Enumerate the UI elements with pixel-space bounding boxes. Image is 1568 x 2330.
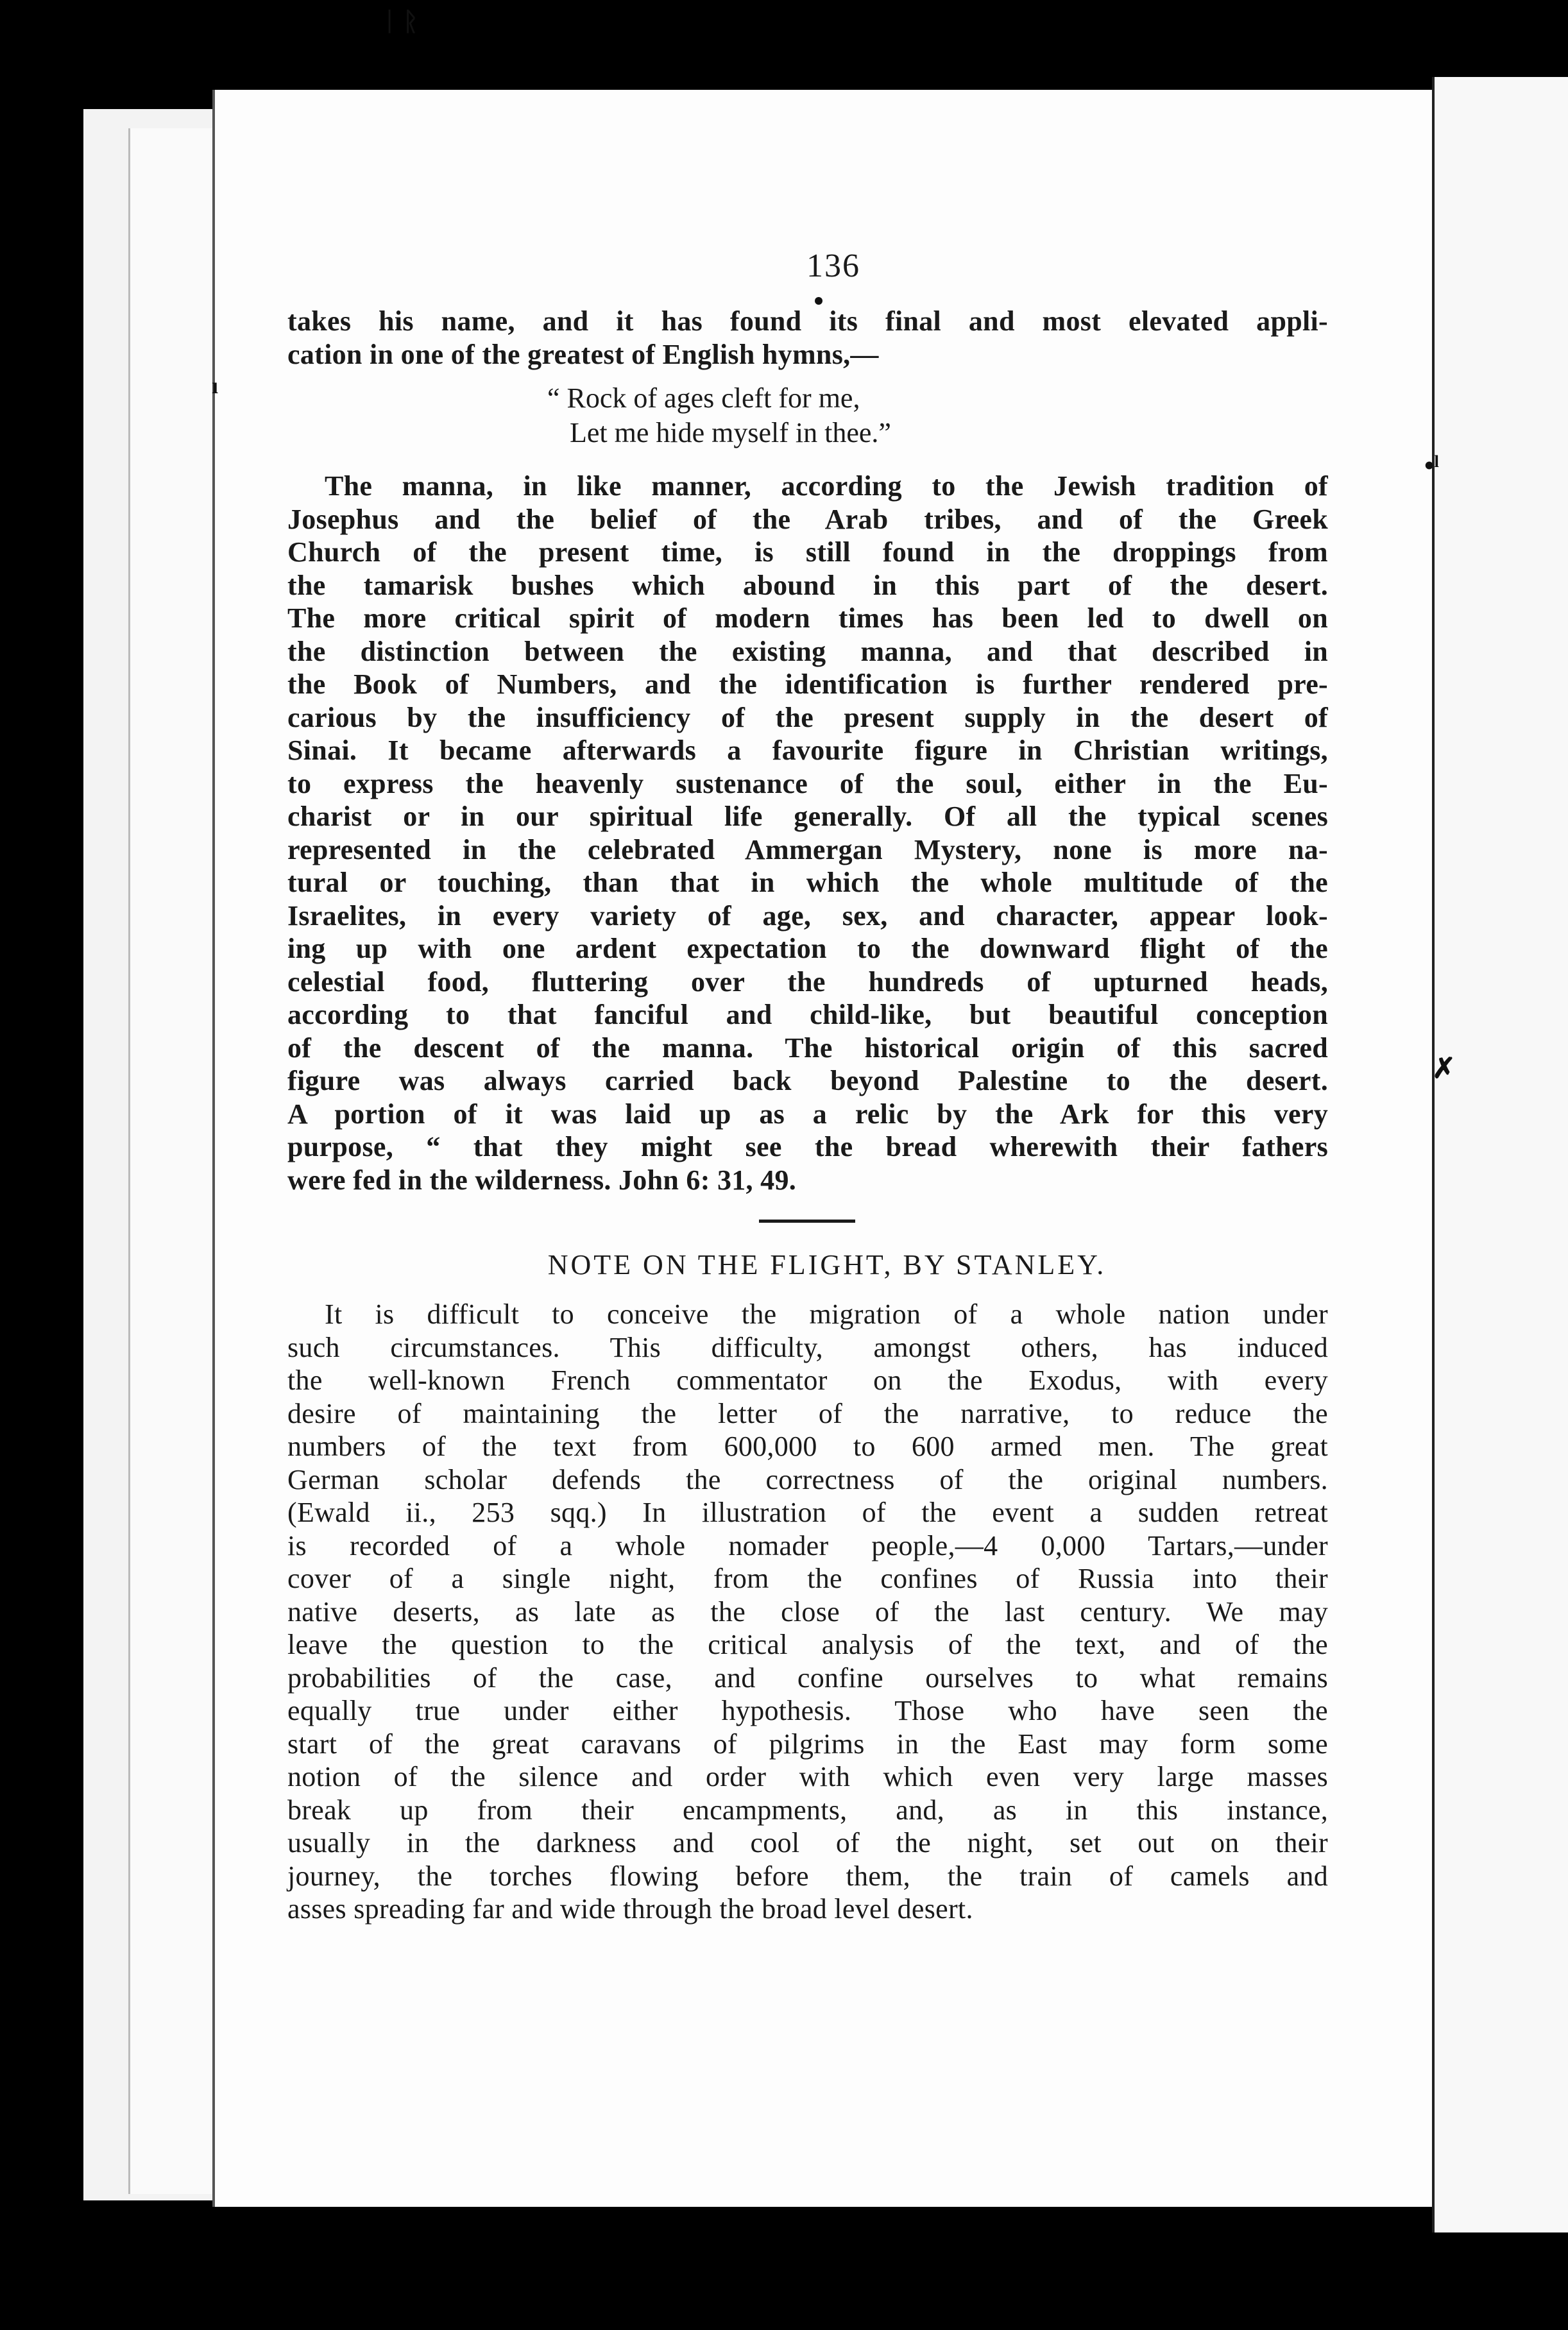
section-heading: NOTE ON THE FLIGHT, BY STANLEY. xyxy=(547,1249,1107,1280)
text-line: is recorded of a whole nomader people,—4 0,000 Tartars,—under xyxy=(287,1529,1328,1561)
text-line: the well-known French commentator on the Exodus, with every xyxy=(287,1365,1328,1396)
text-line: takes his name, and it has found its final and most elevated appli- xyxy=(287,305,1328,337)
text-line: to express the heavenly sustenance of the soul, either in the Eu- xyxy=(287,767,1328,799)
text-line: (Ewald ii., 253 sqq.) In illustration of the event a sudden retreat xyxy=(287,1497,1328,1528)
text-line: carious by the insufficiency of the present supply in the desert of xyxy=(287,701,1328,733)
text-line: It is difficult to conceive the migration of a whole nation under xyxy=(325,1298,1328,1330)
text-line: usually in the darkness and cool of the night, set out on their xyxy=(287,1827,1328,1858)
text-line: celestial food, fluttering over the hundreds of upturned heads, xyxy=(287,965,1328,998)
text-line: A portion of it was laid up as a relic by the Ark for this very xyxy=(287,1098,1328,1130)
text-line: equally true under either hypothesis. Those who have seen the xyxy=(287,1695,1328,1726)
text-line: Josephus and the belief of the Arab tribes, and of the Greek xyxy=(287,503,1328,535)
text-line: probabilities of the case, and confine ourselves to what remains xyxy=(287,1662,1328,1694)
quote-line: “ Rock of ages cleft for me, xyxy=(547,382,860,414)
text-line: Israelites, in every variety of age, sex, and character, appear look- xyxy=(287,899,1328,931)
section-divider xyxy=(759,1220,855,1223)
text-line: Sinai. It became afterwards a favourite figure in Christian writings, xyxy=(287,735,1328,766)
text-line: ing up with one ardent expectation to the downward flight of the xyxy=(287,933,1328,964)
text-line: charist or in our spiritual life generally. Of all the typical scenes xyxy=(287,801,1328,832)
paragraph-manna xyxy=(287,470,1328,1196)
text-line: cation in one of the greatest of English hymns,— xyxy=(287,338,879,370)
top-mark-icon: ᛁ xyxy=(382,7,397,36)
text-line: desire of maintaining the letter of the narrative, to reduce the xyxy=(287,1397,1328,1429)
page-number-dot xyxy=(815,297,822,305)
text-line: the tamarisk bushes which abound in this part of the desert. xyxy=(287,569,1328,601)
facing-page-edge xyxy=(1432,77,1568,2232)
text-line: were fed in the wilderness. John 6: 31, 49. xyxy=(287,1164,797,1196)
text-line: native deserts, as late as the close of the last century. We may xyxy=(287,1595,1328,1628)
hymn-quote xyxy=(287,381,1328,450)
text-line: figure was always carried back beyond Palestine to the desert. xyxy=(287,1065,1328,1096)
text-line: tural or touching, than that in which the whole multitude of the xyxy=(287,867,1328,898)
text-line: the Book of Numbers, and the identification is further rendered pre- xyxy=(287,668,1328,700)
text-line: break up from their encampments, and, as in this instance, xyxy=(287,1794,1328,1826)
top-mark-icon: ᚱ xyxy=(403,7,418,36)
text-line: German scholar defends the correctness of the original numbers. xyxy=(287,1463,1328,1495)
text-line: notion of the silence and order with which even very large masses xyxy=(287,1761,1328,1792)
text-line: The more critical spirit of modern times has been led to dwell on xyxy=(287,602,1328,634)
margin-mark-icon: ✗ xyxy=(1432,1053,1456,1084)
back-page-edge-inner xyxy=(128,128,228,2194)
text-line: numbers of the text from 600,000 to 600 armed men. The great xyxy=(287,1431,1328,1462)
opening-lines xyxy=(287,305,1328,371)
margin-mark-icon: ı xyxy=(212,373,219,398)
quote-line: Let me hide myself in thee.” xyxy=(570,417,891,448)
text-line: journey, the torches flowing before them, the train of camels and xyxy=(287,1860,1328,1892)
page-number: 136 xyxy=(806,248,860,284)
paragraph-flight xyxy=(287,1298,1328,1926)
text-line: start of the great caravans of pilgrims in the East may form some xyxy=(287,1728,1328,1760)
text-line: leave the question to the critical analysis of the text, and of the xyxy=(287,1629,1328,1660)
text-line: according to that fanciful and child-like, but beautiful conception xyxy=(287,999,1328,1030)
page-content xyxy=(287,247,1328,1926)
text-line: represented in the celebrated Ammergan Mystery, none is more na- xyxy=(287,833,1328,865)
text-line: of the descent of the manna. The historical origin of this sacred xyxy=(287,1032,1328,1064)
text-line: cover of a single night, from the confines of Russia into their xyxy=(287,1563,1328,1594)
text-line: the distinction between the existing manna, and that described in xyxy=(287,635,1328,667)
text-line: such circumstances. This difficulty, amongst others, has induced xyxy=(287,1331,1328,1363)
text-line: purpose, “ that they might see the bread wherewith their fathers xyxy=(287,1131,1328,1162)
margin-mark-icon: •ˡ xyxy=(1424,450,1440,481)
text-line: asses spreading far and wide through the broad level desert. xyxy=(287,1893,973,1925)
text-line: The manna, in like manner, according to the Jewish tradition of xyxy=(325,470,1328,502)
text-line: Church of the present time, is still found in the droppings from xyxy=(287,536,1328,568)
